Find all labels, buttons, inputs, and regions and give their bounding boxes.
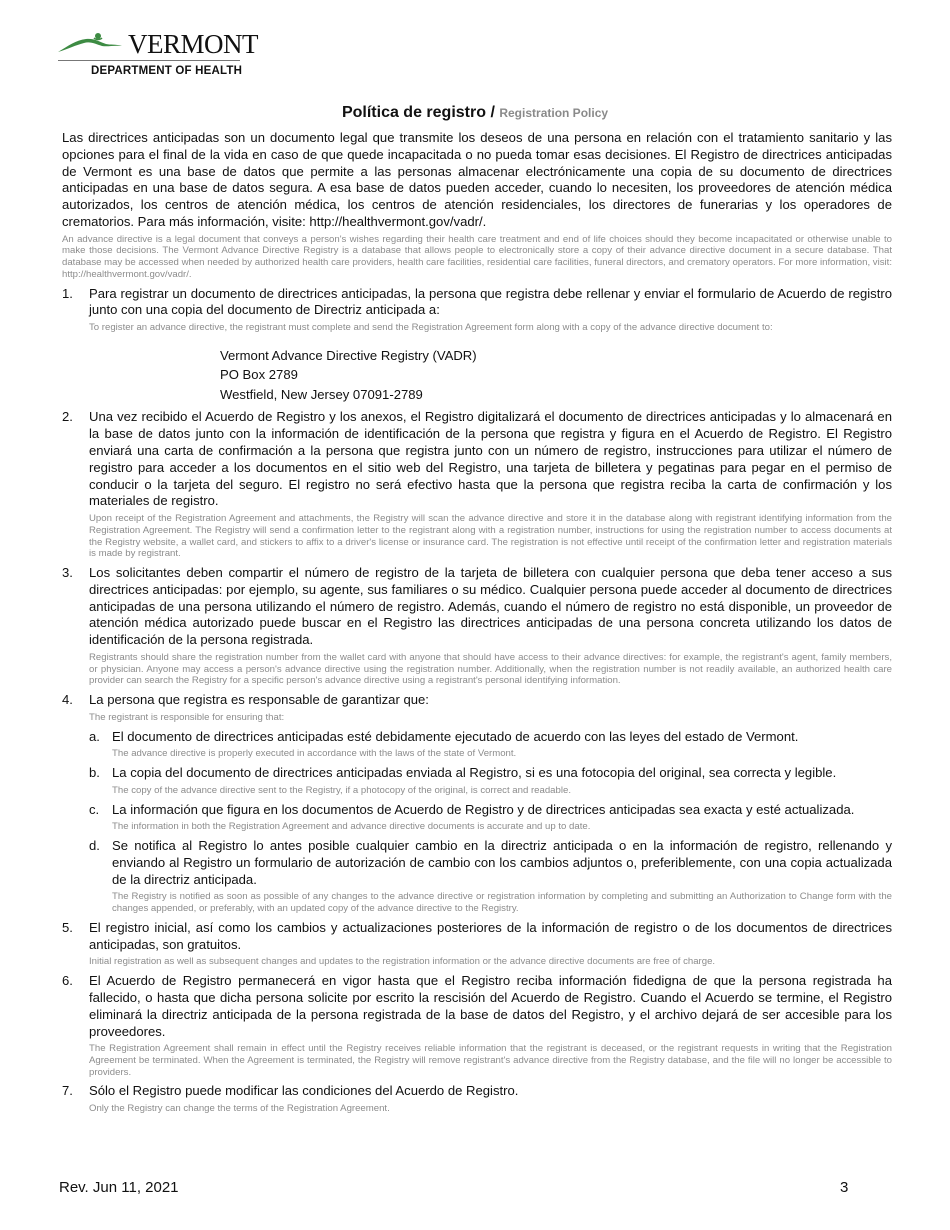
logo-department: DEPARTMENT OF HEALTH [91,65,243,77]
policy-item-3 [62,565,892,687]
intro-english: An advance directive is a legal document that conveys a person's wishes regarding their health care treatment and end of life choices should they become incapacitated or otherwise unable to make those decisions. The Vermont Advance Directive Registry is a database that allows people to electronically store a copy of their advance directive document in a secure database. That database may be accessed when needed by authorized health care providers, health care facilities, residential care facilities, funeral directors, and crematory operators. For more information, visit: http://healthvermont.gov/vadr/. [62,233,892,280]
subitem-letter: a. [89,728,100,744]
subitem-letter: d. [89,838,100,854]
title-spanish: Política de registro / [341,104,495,121]
subitem-spanish: La copia del documento de directrices anticipadas enviada al Registro, si es una fotocopia del original, sea correcta y legible. [112,765,837,781]
policy-subitem-d [89,838,892,915]
policy-item-6 [62,973,892,1078]
item-english: Initial registration as well as subsequent changes and updates to the registration information or the advance directive documents are free of charge. [89,956,716,968]
subitem-letter: b. [89,765,100,781]
item-english: Registrants should share the registration number from the wallet card with anyone that should have access to their advance directives: for example, the registrant's agent, family members, or physician. Anyone may access a person's advance directive using the registration number. Additionally, when the registration number is not readily available, an authorized health care provider can search the Registry for a specific person's advance directive using a registrant's personal identifying information. [89,651,892,687]
policy-subitem-c [89,802,892,834]
logo-wordmark: VERMONT [128,29,258,59]
item-english: The registrant is responsible for ensuring that: [89,711,285,723]
registry-address [220,346,892,405]
item-number: 2. [62,409,73,425]
item-number: 4. [62,692,73,708]
intro-spanish: Las directrices anticipadas son un documento legal que transmite los deseos de una persona en relación con el tratamiento sanitario y las opciones para el final de la vida en caso de que quede incapacitada o no pueda tomar esas decisiones. El Registro de directrices anticipadas de Vermont es una base de datos que permite a las personas almacenar electrónicamente una copia de su documento de directrices anticipadas en una base de datos segura. A esa base de datos pueden acceder, cuando lo necesiten, los proveedores de atención médica autorizados, los centros de atención médica, los centros de atención residenciales, los directores de funerarias y los operadores de crematorios. Para más información, visite: http://healthvermont.gov/vadr/. [62,130,892,229]
page-number: 3 [840,1179,849,1196]
title-english: Registration Policy [499,106,609,120]
item-english: To register an advance directive, the registrant must complete and send the Registration Agreement form along with a copy of the advance directive document to: [89,322,773,334]
policy-item-2 [62,409,892,560]
item-spanish: El registro inicial, así como los cambios y actualizaciones posteriores de la información de registro o de los documentos de directrices anticipadas, son gratuitos. [89,919,892,952]
item-english: Only the Registry can change the terms of the Registration Agreement. [89,1103,390,1115]
item-spanish: La persona que registra es responsable de garantizar que: [89,692,429,708]
item-number: 6. [62,973,73,989]
item-number: 1. [62,285,73,301]
item-spanish: Una vez recibido el Acuerdo de Registro y los anexos, el Registro digitalizará el documento de directrices anticipadas y lo almacenará en la base de datos junto con la información de identificación de la persona que registra y figura en el Acuerdo de Registro. El Registro enviará una carta de confirmación a la persona que registra junto con un número de registro, instrucciones para utilizar el número de registro para acceder a los documentos en el sitio web del Registro, una tarjeta de billetera y pegatinas para pegar en el permiso de conducir o la tarjeta del seguro. El registro no será efectivo hasta que la persona que registra reciba la carta de confirmación y los materiales de registro. [89,409,892,509]
address-line-3: Westfield, New Jersey 07091-2789 [220,386,423,402]
policy-item-1 [62,286,892,405]
address-line-2: PO Box 2789 [220,367,298,383]
item-number: 5. [62,919,73,935]
item-english: Upon receipt of the Registration Agreement and attachments, the Registry will scan the advance directive and store it in the database along with registrant identifying information from the Registration Agreement. The Registry will send a confirmation letter to the registrant along with a registration number, instructions for using the registration number to access documents at the Registry website, a wallet card, and stickers to affix to a driver's license or insurance card. The registration is not effective until receipt of the confirmation letter and registration materials is made by registrant. [89,513,892,560]
policy-subitem-a [89,729,892,761]
logo-divider [58,60,240,61]
address-line-1: Vermont Advance Directive Registry (VADR) [220,347,477,363]
subitem-english: The advance directive is properly executed in accordance with the laws of the state of Vermont. [112,748,517,760]
page-title [0,104,950,122]
subitem-english: The copy of the advance directive sent to the Registry, if a photocopy of the original, is correct and readable. [112,784,571,796]
revision-date: Rev. Jun 11, 2021 [59,1179,179,1196]
subitem-english: The information in both the Registration Agreement and advance directive documents is accurate and up to date. [112,821,591,833]
vermont-health-logo [58,29,258,80]
subitem-spanish: La información que figura en los documentos de Acuerdo de Registro y de directrices anticipadas sea exacta y esté actualizada. [112,801,855,817]
item-spanish: Los solicitantes deben compartir el número de registro de la tarjeta de billetera con cualquier persona que deba tener acceso a sus directrices anticipadas: por ejemplo, su agente, sus familiares o su médico. Cualquier persona puede acceder al documento de directrices anticipadas de una persona utilizando el número de registro. Además, cuando el número de registro no está disponible, un proveedor de atención médica autorizado puede buscar en el Registro las directrices anticipadas de una persona concreta utilizando los datos de identificación de la persona registrada. [89,564,892,648]
mountain-logo-icon [58,32,124,56]
item-spanish: El Acuerdo de Registro permanecerá en vigor hasta que el Registro reciba información fidedigna de que la persona registrada ha fallecido, o hasta que dicha persona solicite por escrito la rescisión del Acuerdo de Registro. Cuando el Acuerdo se termine, el Registro eliminará la directriz anticipada de la persona registrada de la base de datos del Registro, y el archivo dejará de ser accesible para los proveedores. [89,973,892,1039]
item-spanish: Sólo el Registro puede modificar las condiciones del Acuerdo de Registro. [89,1083,519,1099]
item-english: The Registration Agreement shall remain in effect until the Registry receives reliable information that the registrant is deceased, or the registrant requests in writing that the Registration Agreement be terminated. When the Agreement is terminated, the Registry will remove registrant's advance directive from the Registry database, and the file will no longer be accessible to providers. [89,1043,892,1078]
item-spanish: Para registrar un documento de directrices anticipadas, la persona que registra debe rellenar y enviar el formulario de Acuerdo de registro junto con una copia del documento de Directriz anticipada a: [89,285,892,318]
policy-item-5 [62,920,892,968]
policy-content [62,130,892,1115]
policy-item-7 [62,1083,892,1115]
item-number: 3. [62,564,73,580]
subitem-letter: c. [89,801,100,817]
subitem-english: The Registry is notified as soon as possible of any changes to the advance directive or registration information by completing and submitting an Authorization to Change form with the changes appended, or preferably, with an updated copy of the advance directive to the Registry. [112,891,892,915]
subitem-spanish: Se notifica al Registro lo antes posible cualquier cambio en la directriz anticipada o en la información de registro, rellenando y enviando al Registro un formulario de autorización de cambio con los cambios adjuntos o, preferiblemente, con una copia actualizada de la directriz anticipada. [112,838,892,887]
policy-item-4 [62,692,892,915]
subitem-spanish: El documento de directrices anticipadas esté debidamente ejecutado de acuerdo con las leyes del estado de Vermont. [112,728,799,744]
item-number: 7. [62,1083,73,1099]
policy-subitem-b [89,765,892,797]
